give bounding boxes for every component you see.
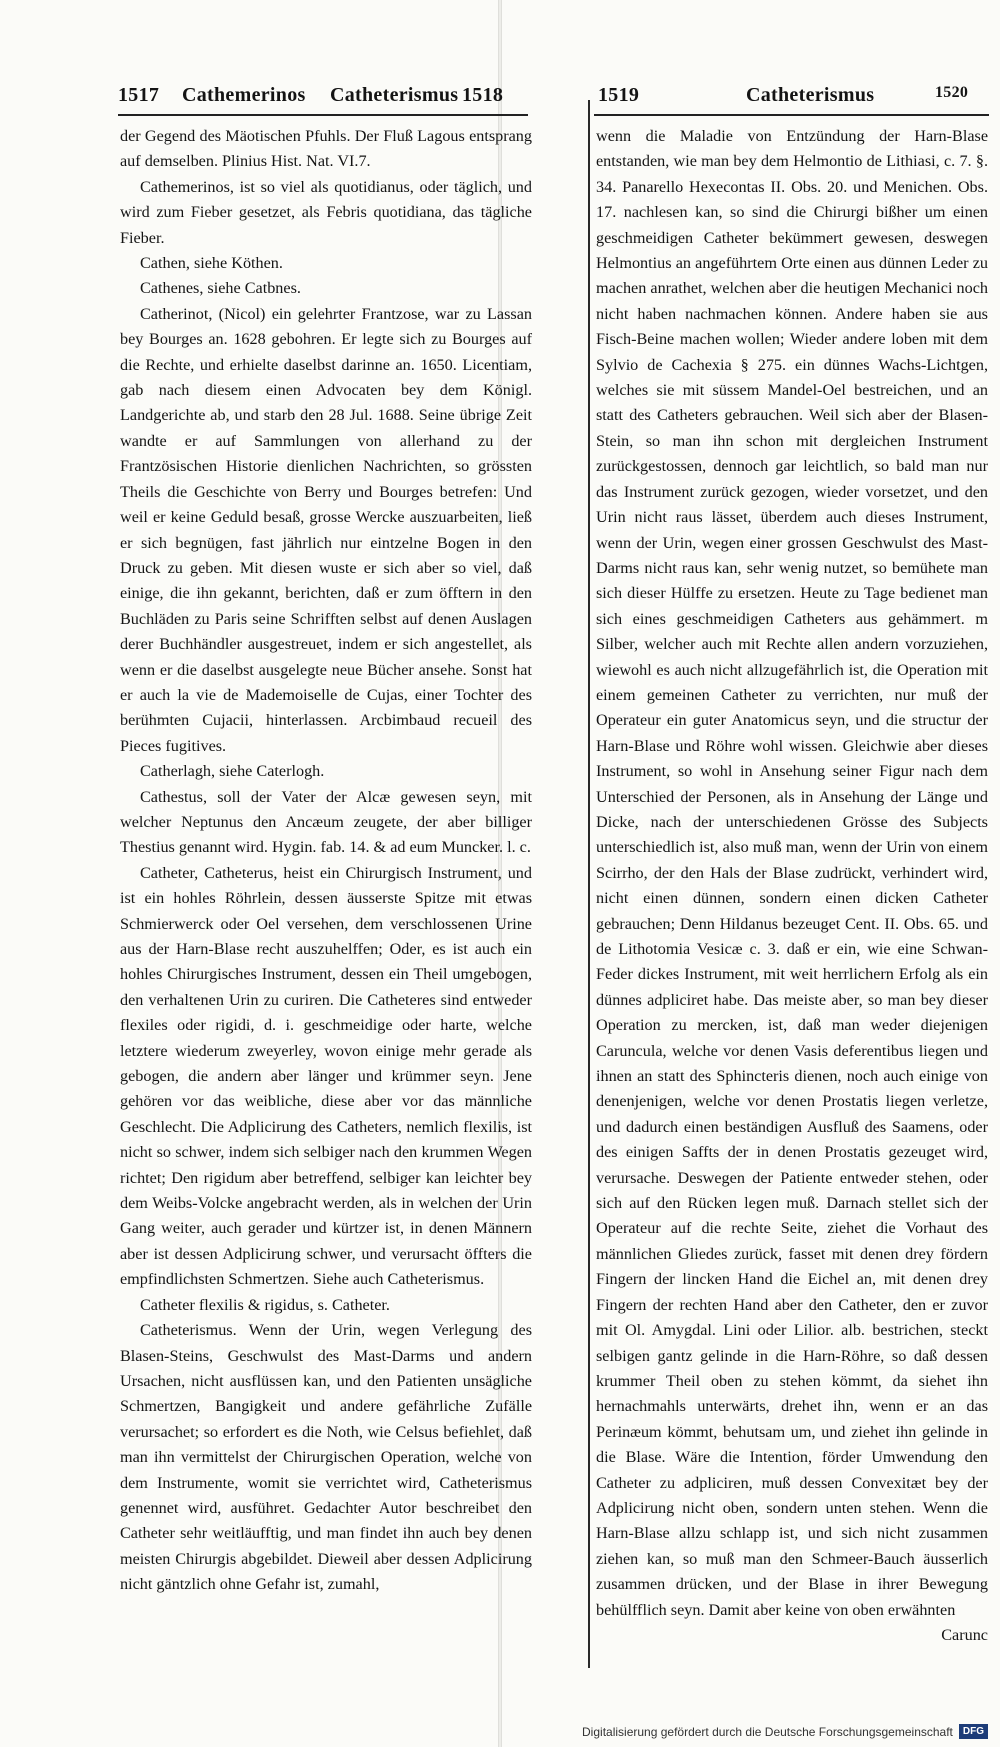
left-running-head-b: Catheterismus (330, 84, 459, 106)
right-running-head: Catheterismus (746, 84, 875, 106)
entry-paragraph: der Gegend des Mäotischen Pfuhls. Der Fluß Lagous entsprang auf demselben. Plinius Hist. Nat. VI.7. (120, 127, 532, 171)
entry-catheter-flexilis: Catheter flexilis & rigidus, s. Catheter. (140, 1295, 390, 1314)
left-running-head-a: Cathemerinos (182, 84, 306, 106)
digitization-credit (582, 1724, 988, 1739)
left-text-column (120, 124, 532, 1598)
entry-catheterismus: Catheterismus. Wenn der Urin, wegen Verlegung des Blasen-Steins, Geschwulst des Mast-Darms und andern Ursachen, nicht ausflüssen kan, und den Patienten unsägliche Schmertzen, Bangigkeit und andere gefährliche Zufälle verursachet; so erfordert es die Noth, wie Celsus befiehlet, daß man ihn vermittelst der Chirurgischen Operation, welche von dem Instrumente, womit sie verrichtet wird, Catheterismus genennet wird, ausführet. Gedachter Autor beschreibet den Catheter sehr weitläufftig, und man findet ihn auch bey denen meisten Chirurgis abgebildet. Dieweil aber dessen Adplicirung nicht gäntzlich ohne Gefahr ist, zumahl, (120, 1321, 532, 1594)
entry-catheter: Catheter, Catheterus, heist ein Chirurgisch Instrument, und ist ein hohles Röhrlein, dessen äusserste Spitze mit etwas Schmierwerck oder Oel versehen, dem verschlossenen Urine aus der Harn-Blase recht auszuhelffen; Oder, es ist auch ein hohles Chirurgisches Instrument, dessen ein Theil umgebogen, den verhaltenen Urin zu curiren. Die Catheteres sind entweder flexiles oder rigidi, d. i. geschmeidige oder harte, welche letztere wiederum zweyerley, wovon einige mehr gerade als gebogen, die andern aber länger und krümmer seyn. Jene gehören vor das weibliche, diese aber vor das männliche Geschlecht. Die Adplicirung des Catheters, nemlich flexilis, ist nicht so schwer, indem sich selbiger nach den krummen Wegen richtet; Den rigidum aber betreffend, selbiger kan leichter bey dem Weibs-Volcke angebracht werden, als in welchen der Urin Gang weiter, auch gerader und kürtzer ist, in denen Männern aber ist dessen Adplicirung schwer, und verursacht öffters die empfindlichsten Schmertzen. Siehe auch Catheterismus. (120, 863, 532, 1289)
entry-cathemerinos: Cathemerinos, ist so viel als quotidianus, oder täglich, und wird zum Fieber gesetzet, als Febris quotidiana, das tägliche Fieber. (120, 177, 532, 247)
catchword: Carunc (941, 1625, 988, 1644)
right-header-rule (594, 114, 989, 116)
left-page-number: 1517 (118, 84, 160, 106)
right-page-number: 1519 (598, 84, 640, 106)
right-text-column (596, 124, 988, 1648)
entry-cathenes: Cathenes, siehe Catbnes. (140, 279, 301, 298)
dfg-logo: DFG (959, 1724, 988, 1739)
column-divider (588, 100, 590, 1668)
entry-catherlagh: Catherlagh, siehe Caterlogh. (140, 762, 325, 781)
entry-cathen: Cathen, siehe Köthen. (140, 254, 283, 273)
left-page-number-right: 1518 (462, 84, 504, 106)
entry-catherinot: Catherinot, (Nicol) ein gelehrter Frantzose, war zu Lassan bey Bourges an. 1628 gebohren. Er legte sich zu Bourges auf die Rechte, und erhielte daselbst darinne an. 1650. Licentiam, gab nach diesem einen Advocaten bey dem Königl. Landgerichte ab, und starb den 28 Jul. 1688. Seine übrige Zeit wandte er auf Sammlungen von allerhand zu der Frantzösischen Historie dienlichen Nachrichten, so grössten Theils die Geschichte von Berry und Bourges betrefen: Und weil er keine Geduld besaß, grosse Wercke auszuarbeiten, ließ er sich begnügen, fast jährlich nur eintzelne Bogen in den Druck zu geben. Mit diesen wuste er sich aber so viel, daß einige, die ihn gekannt, berichten, daß er zum öfftern in den Buchläden zu Paris seine Schrifften selbst auf denen Auslagen derer Buchhändler ausgestreuet, indem er sich angestellet, als wenn er die daselbst ausgelegte neue Bücher ansehe. Sonst hat er auch la vie de Mademoiselle de Cujas, einer Tochter des berühmten Cujacii, hinterlassen. Arcbimbaud recueil des Pieces fugitives. (120, 304, 532, 755)
left-header-rule (118, 114, 528, 116)
right-page-number-right: 1520 (935, 84, 969, 101)
entry-paragraph-continued: wenn die Maladie von Entzündung der Harn-Blase entstanden, wie man bey dem Helmontio de Lithiasi, c. 7. §. 34. Panarello Hexecontas II. Obs. 20. und Menichen. Obs. 17. nachlesen kan, so sind die Chirurgi bißher um einen geschmeidigen Catheter bekümmert gewesen, deswegen Helmontius an angeführtem Orte einen aus dünnen Leder zu machen anrathet, welchen aber die heutigen Mechanici noch nicht haben nachmachen können. Andere haben sie aus Fisch-Beine machen wollen; Wieder andere loben mit dem Sylvio de Cachexia § 275. ein dünnes Wachs-Lichtgen, welches sie mit süssem Mandel-Oel bestreichen, und an statt des Catheters gebrauchen. Weil sich aber der Blasen-Stein, so man ihn schon mit dergleichen Instrument zurückgestossen, dennoch gar leichtlich, so bald man nur das Instrument zurück gezogen, wieder vorsetzet, und den Urin nicht raus lässet, überdem auch dieses Instrument, wenn der Urin, wegen einer grossen Geschwulst des Mast-Darms nicht raus kan, sehr wenig nutzet, so bemühete man sich dieser Hülffe zu ersetzen. Heute zu Tage bedienet man sich eines geschmeidigen Catheters aus gehämmert. m Silber, welcher auch mit Rechte allen andern vorzuziehen, wiewohl es auch nicht allzugefährlich ist, die Operation mit einem gemeinen Catheter zu verrichten, nur muß der Operateur ein guter Anatomicus seyn, und die structur der Harn-Blase und Röhre wohl wissen. Gleichwie aber dieses Instrument, so wohl in Ansehung seiner Figur nach dem Unterschied der Personen, als in Ansehung der Länge und Dicke, nach der unterschiedenen Grösse des Subjects unterschiedlich ist, also muß man, wenn der Urin von einem Scirrho, der den Hals der Blase zudrückt, verhindert wird, nicht einen dünnen, sondern einen dicken Catheter gebrauchen; Denn Hildanus bezeuget Cent. II. Obs. 65. und de Lithotomia Vesicæ c. 3. daß er ein, wie eine Schwan-Feder dickes Instrument, mit weit herrlichern Erfolg als ein dünnes adpliciret habe. Das meiste aber, so man bey dieser Operation zu mercken, ist, daß man weder diejenigen Caruncula, welche vor denen Vasis deferentibus liegen und ihnen an statt des Sphincteris dienen, noch auch einige von denenjenigen, welche vor denen Prostatis liegen verletze, und dadurch einen beständigen Ausfluß des Saamens, oder des einigen Saffts der in denen Prostatis gezeuget wird, verursache. Deswegen der Patiente entweder stehen, oder sich auf den Rücken legen muß. Darnach stellet sich der Operateur auf die rechte Seite, ziehet die Vorhaut des männlichen Gliedes zurück, fasset mit denen drey fördern Fingern der lincken Hand die Eichel an, mit denen drey Fingern der rechten Hand aber den Catheter, den er zuvor mit Ol. Amygdal. Lini oder Lilior. alb. bestrichen, steckt selbigen gantz gelinde in die Harn-Röhre, so daß dessen krummer Theil oben zu stehen kömmt, da siehet ihn hernachmahls unterwärts, drehet ihn, wenn er an das Perinæum kömmt, behutsam um, und ziehet ihn gelinde in die Blase. Wäre die Intention, förder Umwendung den Catheter zu adpliciren, muß dessen Convexitæt bey der Adplicirung nicht oben, sondern unten stehen. Wenn die Harn-Blase allzu schlapp ist, und sich nicht zusammen ziehen kan, so muß man den Schmeer-Bauch äusserlich zusammen drücken, und der Blase in ihrer Bewegung behülfflich seyn. Damit aber keine von oben erwähnten (596, 127, 988, 1619)
credit-text: Digitalisierung gefördert durch die Deutsche Forschungsgemeinschaft (582, 1724, 953, 1739)
entry-cathestus: Cathestus, soll der Vater der Alcæ gewesen seyn, mit welcher Neptunus den Ancæum zeugete, der aber billiger Thestius genannt wird. Hygin. fab. 14. & ad eum Muncker. l. c. (120, 787, 532, 857)
